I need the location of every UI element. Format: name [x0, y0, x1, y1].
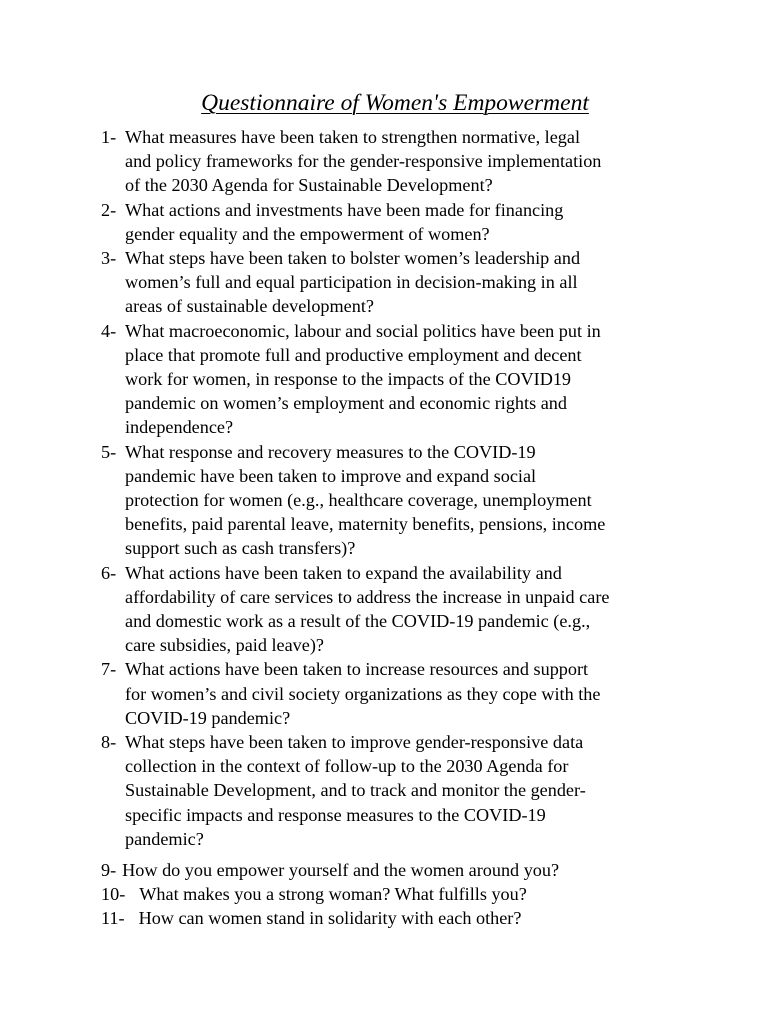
question-line: What steps have been taken to improve gender-responsive data — [125, 732, 584, 753]
question-number: 11- — [101, 908, 125, 929]
question-line: What macroeconomic, labour and social politics have been put in — [125, 320, 601, 341]
question-list — [101, 125, 681, 851]
question-line: gender equality and the empowerment of women? — [125, 223, 490, 244]
question-text — [125, 561, 681, 658]
question-line: support such as cash transfers)? — [125, 538, 356, 559]
question-line: How can women stand in solidarity with each other? — [138, 908, 522, 929]
question-line: collection in the context of follow-up to the 2030 Agenda for — [125, 756, 569, 777]
question-line: for women’s and civil society organizations as they cope with the — [125, 683, 601, 704]
question-line: What steps have been taken to bolster women’s leadership and — [125, 248, 581, 269]
page-title: Questionnaire of Women's Empowerment — [201, 90, 589, 116]
question-line: areas of sustainable development? — [125, 296, 374, 317]
question-line: What response and recovery measures to the COVID-19 — [125, 441, 536, 462]
question-line: place that promote full and productive employment and decent — [125, 344, 582, 365]
question-item — [101, 906, 681, 930]
question-number: 4- — [101, 320, 117, 341]
question-text — [125, 319, 681, 440]
question-item — [101, 246, 681, 319]
question-number: 5- — [101, 441, 117, 462]
question-line: women’s full and equal participation in decision-making in all — [125, 272, 578, 293]
question-number: 10- — [101, 884, 126, 905]
question-number: 8- — [101, 732, 117, 753]
question-line: Sustainable Development, and to track and monitor the gender- — [125, 780, 586, 801]
short-question-list — [101, 858, 681, 931]
question-line: COVID-19 pandemic? — [125, 707, 291, 728]
question-text — [125, 657, 681, 730]
question-line: work for women, in response to the impacts of the COVID19 — [125, 369, 572, 390]
question-line: care subsidies, paid leave)? — [125, 635, 324, 656]
question-line: independence? — [125, 417, 234, 438]
question-item — [101, 657, 681, 730]
question-number: 7- — [101, 659, 117, 680]
question-item — [101, 440, 681, 561]
question-number: 3- — [101, 248, 117, 269]
question-line: and policy frameworks for the gender-responsive implementation — [125, 151, 602, 172]
question-line: pandemic on women’s employment and economic rights and — [125, 393, 567, 414]
question-line: affordability of care services to address the increase in unpaid care — [125, 586, 610, 607]
question-item — [101, 198, 681, 246]
question-line: What actions have been taken to expand the availability and — [125, 562, 562, 583]
question-text — [125, 440, 681, 561]
question-item — [101, 882, 681, 906]
question-number: 2- — [101, 199, 117, 220]
question-item — [101, 561, 681, 658]
question-number: 9- — [101, 860, 117, 880]
question-item — [101, 730, 681, 851]
question-line: pandemic? — [125, 828, 204, 849]
question-item — [101, 125, 681, 198]
question-line: and domestic work as a result of the COVID-19 pandemic (e.g., — [125, 611, 591, 632]
question-item — [101, 858, 681, 882]
question-number: 6- — [101, 562, 117, 583]
question-line: of the 2030 Agenda for Sustainable Development? — [125, 175, 493, 196]
question-line: How do you empower yourself and the women around you? — [122, 860, 560, 880]
question-item — [101, 319, 681, 440]
question-line: What actions and investments have been made for financing — [125, 199, 564, 220]
question-line: protection for women (e.g., healthcare coverage, unemployment — [125, 490, 592, 511]
question-text — [125, 198, 681, 246]
question-text — [125, 125, 681, 198]
question-line: What measures have been taken to strengthen normative, legal — [125, 127, 581, 147]
question-text — [125, 246, 681, 319]
question-line: pandemic have been taken to improve and expand social — [125, 465, 537, 486]
question-line: benefits, paid parental leave, maternity benefits, pensions, income — [125, 514, 606, 535]
question-number: 1- — [101, 127, 117, 147]
question-text — [125, 730, 681, 851]
question-line: specific impacts and response measures to the COVID-19 — [125, 804, 546, 825]
question-line: What actions have been taken to increase resources and support — [125, 659, 589, 680]
question-line: What makes you a strong woman? What fulfills you? — [139, 884, 527, 905]
